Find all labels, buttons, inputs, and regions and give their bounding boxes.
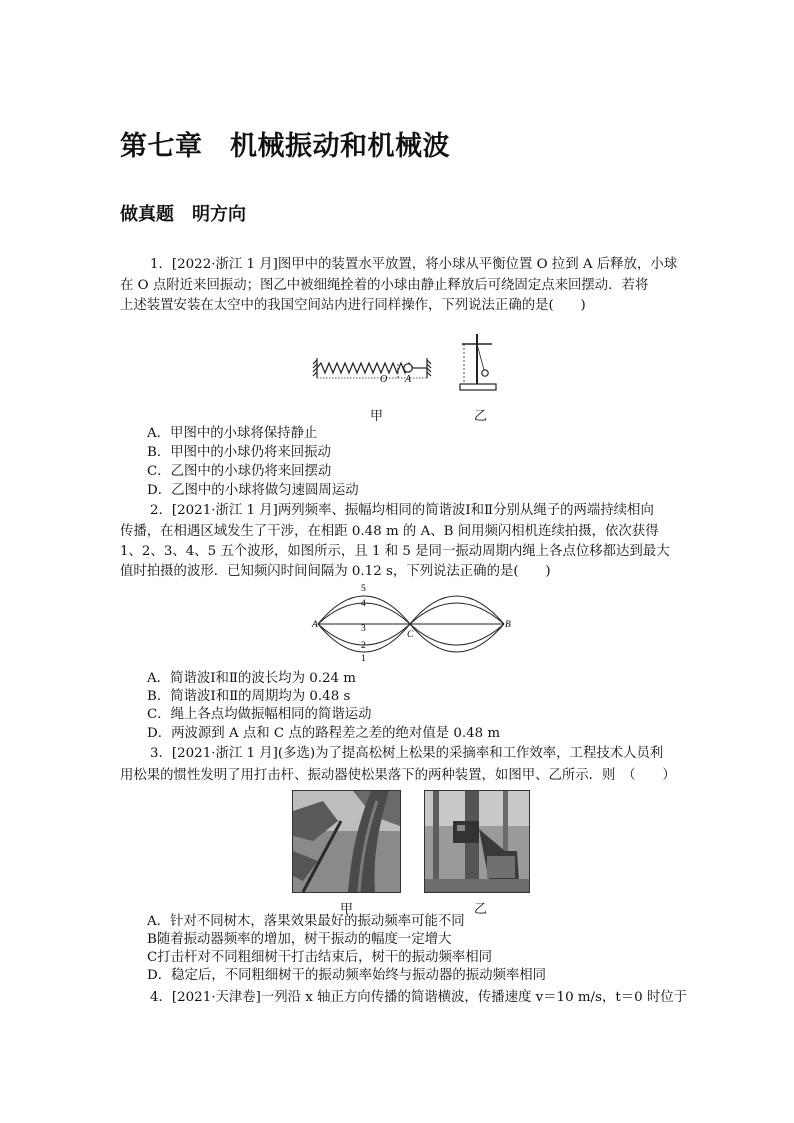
q2-option-d: D．两波源到 A 点和 C 点的路程差之差的绝对值是 0.48 m <box>147 726 501 741</box>
q2-stem-line-2: 传播，在相遇区域发生了干涉，在相距 0.48 m 的 A、B 间用频闪相机连续拍摄，依次获得 <box>120 524 659 539</box>
q3-option-c: C打击杆对不同粗细树干打击结束后，树干的振动频率相同 <box>147 950 493 965</box>
q1-figure-spring-pendulum <box>312 326 512 400</box>
q3-option-d: D．稳定后，不同粗细树干的振动频率始终与振动器的振动频率相同 <box>147 968 547 983</box>
q2-label-5: 5 <box>361 584 366 594</box>
q2-option-c: C．绳上各点均做振幅相同的简谐运动 <box>147 707 372 722</box>
q3-photo-jia-shaking-pole <box>292 790 401 893</box>
q2-label-C: C <box>407 630 414 640</box>
q1-stem-line-1: 1．[2022·浙江 1 月]图甲中的装置水平放置，将小球从平衡位置 O 拉到 A 后释放，小球 <box>150 257 678 272</box>
q1-caption-yi: 乙 <box>474 409 488 424</box>
chapter-title: 第七章 机械振动和机械波 <box>120 131 450 162</box>
q1-option-a: A．甲图中的小球将保持静止 <box>147 426 318 441</box>
q1-option-b: B．甲图中的小球仍将来回振动 <box>147 445 331 460</box>
q2-label-3: 3 <box>361 624 366 634</box>
q1-label-O: O <box>380 374 388 385</box>
q2-option-b: B．简谐波Ⅰ和Ⅱ的周期均为 0.48 s <box>147 689 351 704</box>
q1-option-d: D．乙图中的小球将做匀速圆周运动 <box>147 483 359 498</box>
q2-label-2: 2 <box>361 641 366 651</box>
q3-option-b: B随着振动器频率的增加，树干振动的幅度一定增大 <box>147 932 452 947</box>
q2-stem-line-4: 值时拍摄的波形．已知频闪时间间隔为 0.12 s，下列说法正确的是( ) <box>120 564 551 579</box>
q3-stem-line-1: 3．[2021·浙江 1 月](多选)为了提高松树上松果的采摘率和工作效率，工程技术人员利 <box>150 746 664 761</box>
q1-option-c: C．乙图中的小球仍将来回摆动 <box>147 464 332 479</box>
q2-stem-line-3: 1、2、3、4、5 五个波形，如图所示，且 1 和 5 是同一振动周期内绳上各点位移都达到最大 <box>120 544 670 559</box>
q2-label-4: 4 <box>361 599 366 609</box>
q2-label-A: A <box>312 620 318 630</box>
q2-figure-standing-wave <box>310 580 520 666</box>
section-title: 做真题 明方向 <box>120 204 246 225</box>
q3-option-a: A．针对不同树木，落果效果最好的振动频率可能不同 <box>147 914 465 929</box>
q1-caption-jia: 甲 <box>370 409 384 424</box>
q4-stem-line-1: 4．[2021·天津卷]一列沿 x 轴正方向传播的简谐横波，传播速度 v＝10 m/s，t＝0 时位于 <box>150 990 688 1005</box>
q3-photo-yi-tree-shaker <box>424 790 530 893</box>
q2-stem-line-1: 2．[2021·浙江 1 月]两列频率、振幅均相同的简谐波Ⅰ和Ⅱ分别从绳子的两端持续相向 <box>150 503 654 518</box>
q3-stem-line-2: 用松果的惯性发明了用打击杆、振动器使松果落下的两种装置，如图甲、乙所示．则 （ ） <box>120 768 676 783</box>
q3-caption-yi: 乙 <box>474 902 488 917</box>
q1-stem-line-3: 上述装置安装在太空中的我国空间站内进行同样操作，下列说法正确的是( ) <box>120 298 586 313</box>
q1-stem-line-2: 在 O 点附近来回振动；图乙中被细绳拴着的小球由静止释放后可绕固定点来回摆动．若将 <box>120 278 649 293</box>
q3-caption-jia: 甲 <box>340 902 354 917</box>
q2-option-a: A．简谐波Ⅰ和Ⅱ的波长均为 0.24 m <box>147 671 356 686</box>
q2-label-1: 1 <box>361 654 366 664</box>
q2-label-B: B <box>505 620 511 630</box>
q1-label-A: A <box>405 374 412 385</box>
